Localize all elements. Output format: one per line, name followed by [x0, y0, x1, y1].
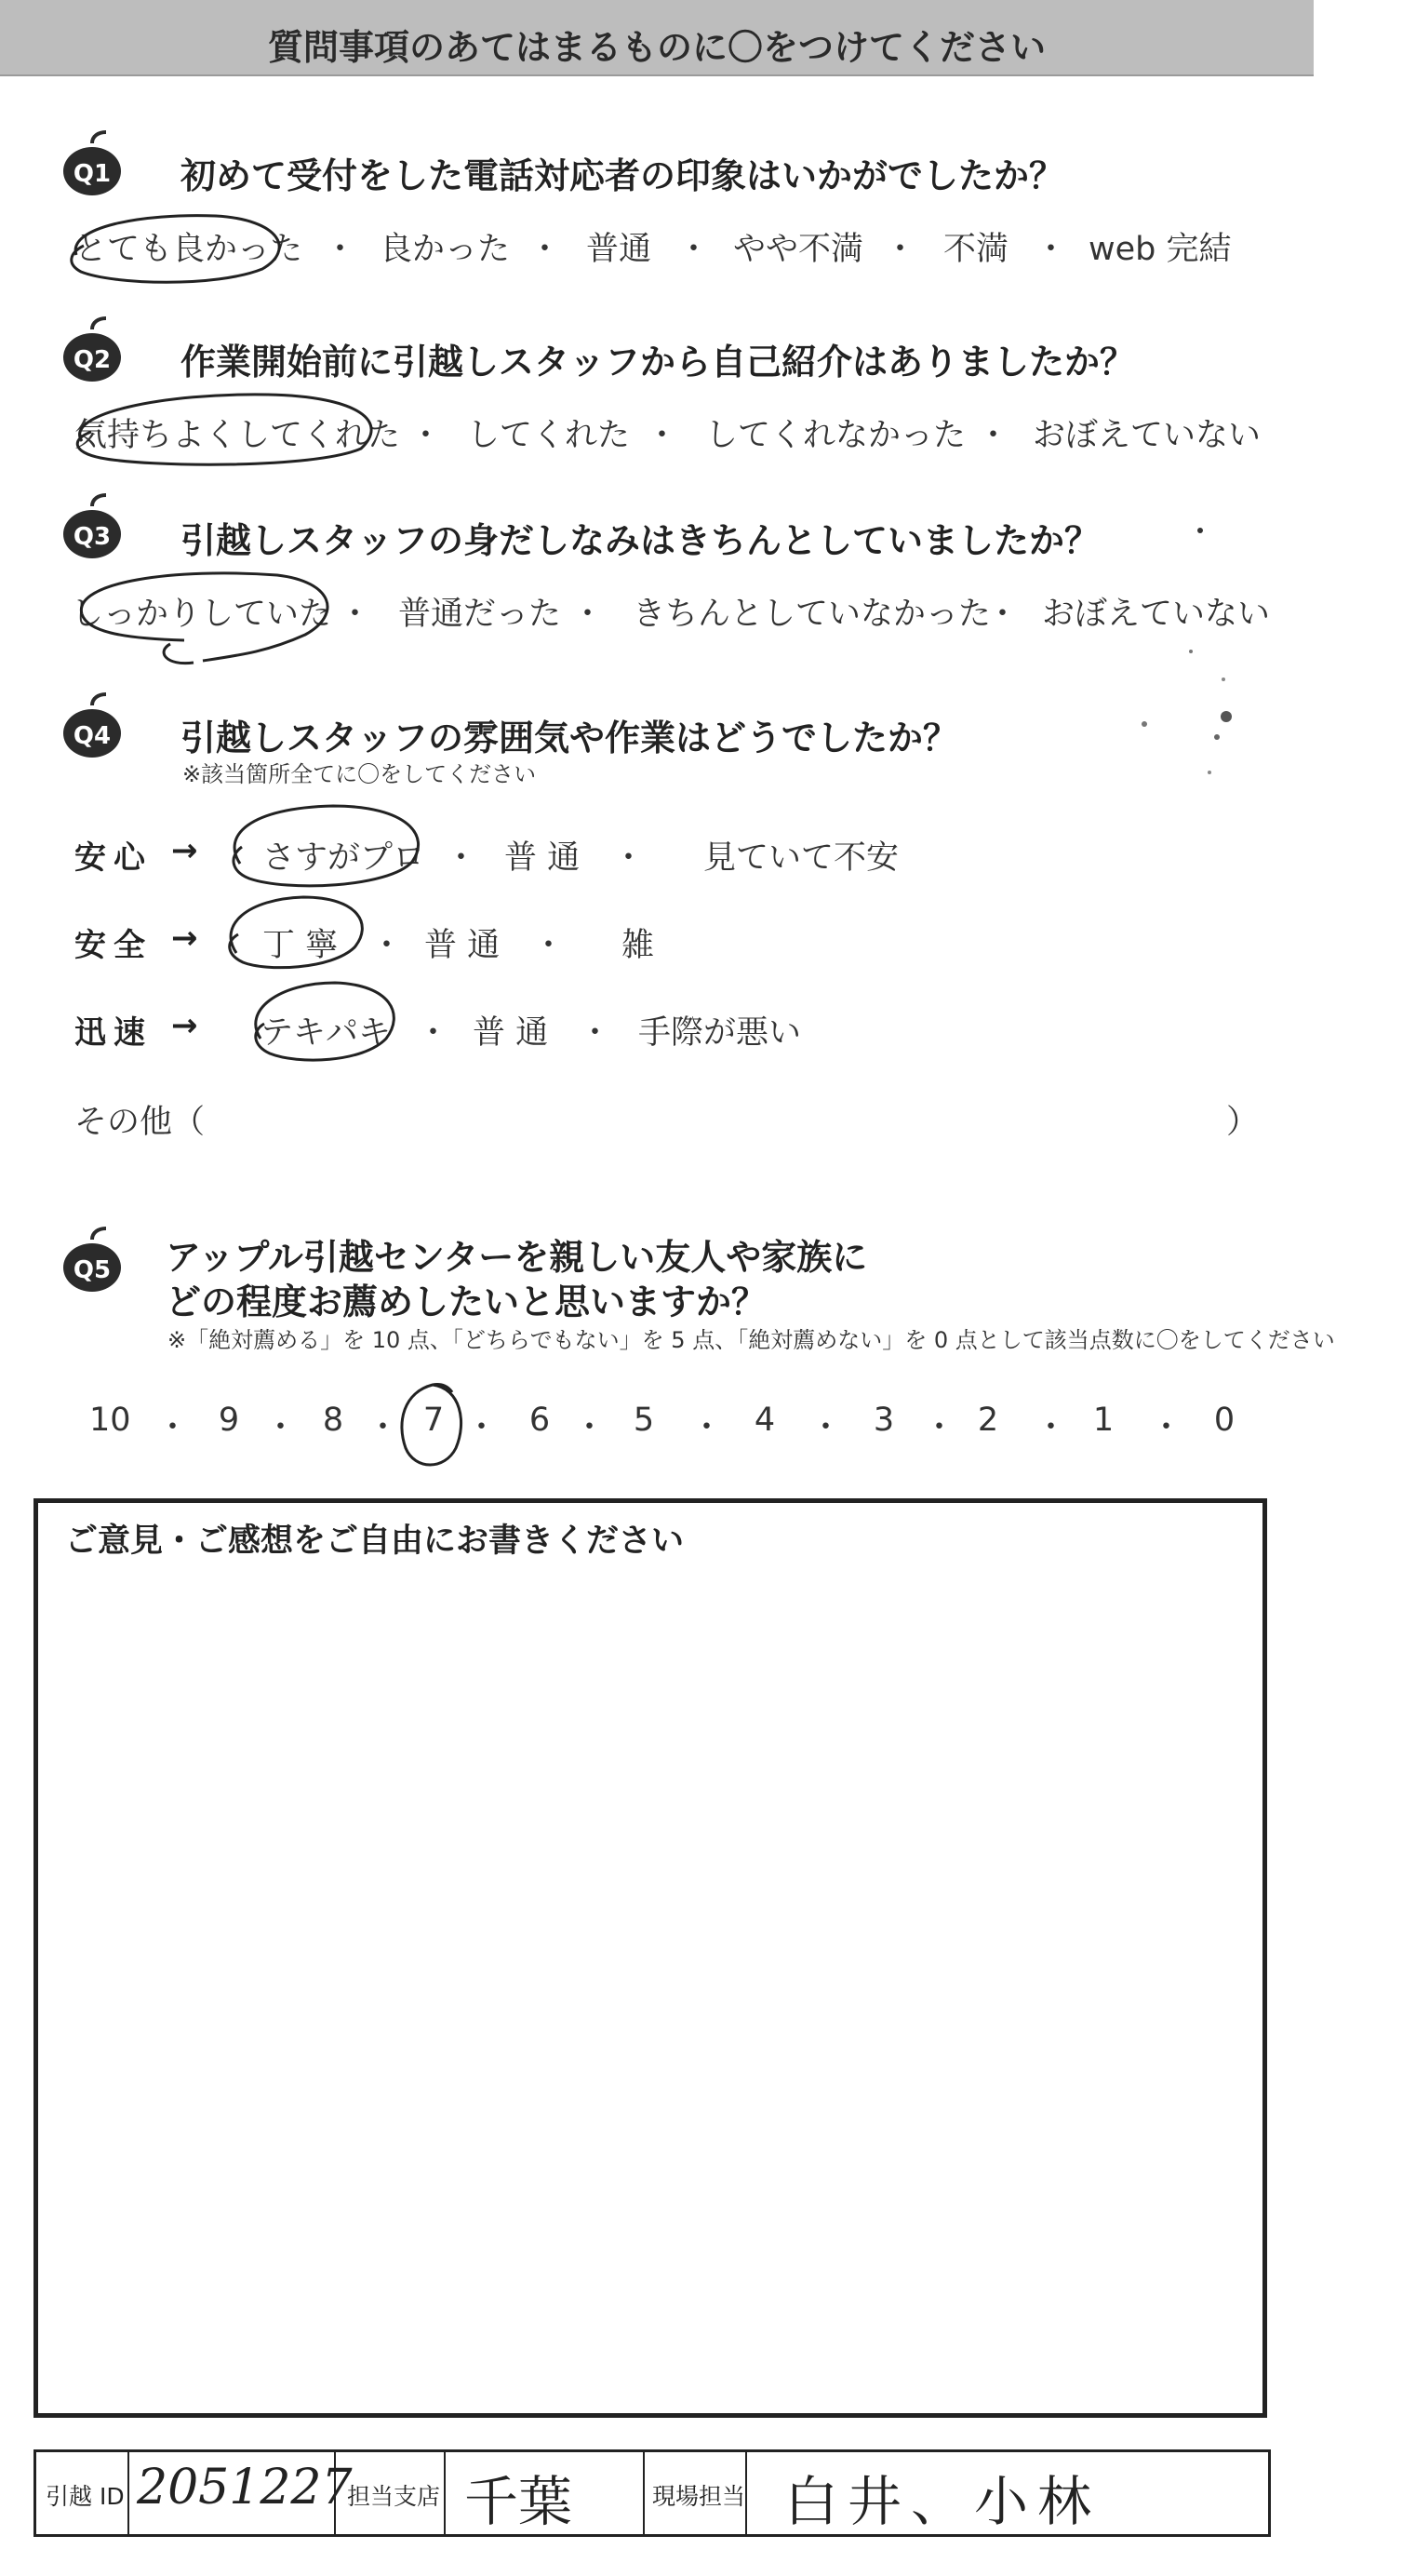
score-3[interactable]: 3 — [873, 1402, 895, 1439]
score-5[interactable]: 5 — [633, 1402, 655, 1439]
q4-row3-selection-circle — [233, 973, 409, 1076]
q3-option-2[interactable]: 普通だった — [398, 596, 562, 633]
q5-apple-icon — [58, 1227, 127, 1295]
footer-table — [33, 2449, 1271, 2537]
q2-question: 作業開始前に引越しスタッフから自己紹介はありましたか？ — [180, 342, 1136, 382]
separator-dot: ・ — [532, 927, 566, 964]
q4-apple-icon — [58, 692, 127, 761]
q4-other-close: ） — [1226, 1104, 1260, 1141]
arrow-icon: → — [171, 832, 206, 869]
score-10[interactable]: 10 — [89, 1402, 131, 1439]
q4-badge: Q4 — [73, 722, 112, 750]
q4-row-label-anzen: 安全 — [74, 927, 153, 964]
q4-row-label-anshin: 安心 — [74, 839, 153, 877]
separator-dot: ・ — [324, 231, 357, 268]
q4-row1-selection-circle — [212, 798, 435, 901]
staff-label: 現場担当 — [652, 2483, 746, 2510]
q3-option-3[interactable]: きちんとしていなかった — [633, 596, 992, 633]
score-8[interactable]: 8 — [322, 1402, 344, 1439]
separator-dot: ・ — [417, 1014, 450, 1052]
q2-option-2[interactable]: してくれた — [467, 417, 631, 454]
separator-dot: ・ — [809, 1409, 843, 1446]
move-id-value-cell[interactable] — [129, 2452, 353, 2534]
q2-option-3[interactable]: してくれなかった — [705, 417, 967, 454]
score-9[interactable]: 9 — [218, 1402, 240, 1439]
q3-option-1[interactable]: しっかりしていた — [71, 596, 332, 633]
separator-dot: ・ — [977, 417, 1010, 454]
comment-title: ご意見・ご感想をご自由にお書きください — [65, 1523, 685, 1560]
q3-option-4[interactable]: おぼえていない — [1042, 596, 1271, 633]
separator-dot: ・ — [1035, 1409, 1068, 1446]
score-4[interactable]: 4 — [754, 1402, 776, 1439]
q5-note: ※「絶対薦める」を 10 点、「どちらでもない」を 5 点、「絶対薦めない」を 0 点として該当点数に〇をしてください — [167, 1327, 1335, 1353]
q4-row2-option-2[interactable]: 普 通 — [424, 927, 501, 964]
q1-selection-circle — [58, 199, 303, 292]
arrow-icon: → — [171, 1007, 206, 1044]
score-2[interactable]: 2 — [977, 1402, 999, 1439]
q5-question-line1: アップル引越センターを親しい友人や家族に — [166, 1237, 868, 1278]
header-title: 質問事項のあてはまるものに〇をつけてください — [267, 27, 1046, 68]
separator-dot: ・ — [884, 231, 917, 268]
separator-dot: ・ — [571, 596, 605, 633]
q2-badge: Q2 — [73, 346, 112, 374]
separator-dot: ・ — [367, 1409, 400, 1446]
q4-question: 引越しスタッフの雰囲気や作業はどうでしたか？ — [180, 718, 959, 758]
branch-label-cell — [336, 2452, 446, 2534]
score-6[interactable]: 6 — [528, 1402, 551, 1439]
separator-dot: ・ — [923, 1409, 956, 1446]
q5-selection-circle — [391, 1375, 474, 1478]
separator-dot: ・ — [465, 1409, 499, 1446]
branch-value: 千葉 — [464, 2470, 573, 2533]
separator-dot: ・ — [339, 596, 372, 633]
q4-row2-option-3[interactable]: 雑 — [621, 927, 655, 964]
q4-row3-option-2[interactable]: 普 通 — [473, 1014, 549, 1052]
separator-dot: ・ — [409, 417, 443, 454]
q1-option-2[interactable]: 良かった — [380, 231, 511, 268]
score-0[interactable]: 0 — [1213, 1402, 1236, 1439]
q2-apple-icon — [58, 316, 127, 385]
score-1[interactable]: 1 — [1092, 1402, 1115, 1439]
q4-row1-option-1[interactable]: さすがプロ — [262, 839, 426, 877]
q4-row-label-jinsoku: 迅速 — [74, 1014, 153, 1052]
separator-dot: ・ — [445, 839, 478, 877]
separator-dot: ・ — [612, 839, 646, 877]
q1-option-6[interactable]: web 完結 — [1089, 231, 1232, 268]
scan-noise — [1098, 521, 1247, 800]
q1-badge: Q1 — [73, 160, 112, 188]
separator-dot: ・ — [156, 1409, 190, 1446]
q1-option-1[interactable]: とても良かった — [74, 231, 303, 268]
q5-question-line2: どの程度お薦めしたいと思いますか？ — [166, 1281, 768, 1322]
move-id-label-cell — [36, 2452, 129, 2534]
separator-dot: ・ — [573, 1409, 607, 1446]
score-7[interactable]: 7 — [422, 1402, 445, 1439]
q4-row2-selection-circle — [210, 888, 378, 981]
q3-question: 引越しスタッフの身だしなみはきちんとしていましたか？ — [180, 520, 1101, 561]
branch-value-cell[interactable] — [446, 2452, 645, 2534]
q1-option-3[interactable]: 普通 — [586, 231, 652, 268]
q1-option-4[interactable]: やや不満 — [733, 231, 864, 268]
q5-badge: Q5 — [73, 1256, 112, 1284]
q1-option-5[interactable]: 不満 — [943, 231, 1009, 268]
comment-box[interactable] — [33, 1498, 1267, 2418]
q2-selection-circle — [54, 376, 401, 478]
q3-badge: Q3 — [73, 523, 112, 551]
q4-row3-option-3[interactable]: 手際が悪い — [638, 1014, 802, 1052]
q1-apple-icon — [58, 130, 127, 199]
move-id-value: 2051227 — [137, 2460, 353, 2516]
separator-dot: ・ — [370, 927, 404, 964]
q4-row2-option-1[interactable]: 丁 寧 — [262, 927, 339, 964]
q3-apple-icon — [58, 493, 127, 562]
separator-dot: ・ — [690, 1409, 724, 1446]
separator-dot: ・ — [528, 231, 562, 268]
separator-dot: ・ — [646, 417, 679, 454]
q1-question: 初めて受付をした電話対応者の印象はいかがでしたか？ — [180, 155, 1065, 196]
q3-selection-circle — [54, 558, 342, 679]
q2-option-1[interactable]: 気持ちよくしてくれた — [74, 417, 401, 454]
staff-value-cell[interactable] — [747, 2452, 1268, 2534]
q4-note: ※該当箇所全てに〇をしてください — [182, 761, 537, 787]
separator-dot: ・ — [986, 596, 1020, 633]
q4-other-label: その他（ — [74, 1104, 206, 1141]
staff-label-cell — [645, 2452, 747, 2534]
q4-row3-option-1[interactable]: テキパキ — [260, 1014, 392, 1052]
separator-dot: ・ — [677, 231, 711, 268]
q4-row1-option-3[interactable]: 見ていて不安 — [703, 839, 900, 877]
separator-dot: ・ — [1035, 231, 1068, 268]
separator-dot: ・ — [264, 1409, 298, 1446]
arrow-icon: → — [171, 919, 206, 957]
branch-label: 担当支店 — [347, 2483, 441, 2510]
move-id-label: 引越 ID — [46, 2483, 125, 2510]
staff-value: 白井、小林 — [784, 2470, 1102, 2533]
q2-option-4[interactable]: おぼえていない — [1033, 417, 1262, 454]
separator-dot: ・ — [1150, 1409, 1183, 1446]
q4-row1-option-2[interactable]: 普 通 — [504, 839, 581, 877]
separator-dot: ・ — [579, 1014, 612, 1052]
